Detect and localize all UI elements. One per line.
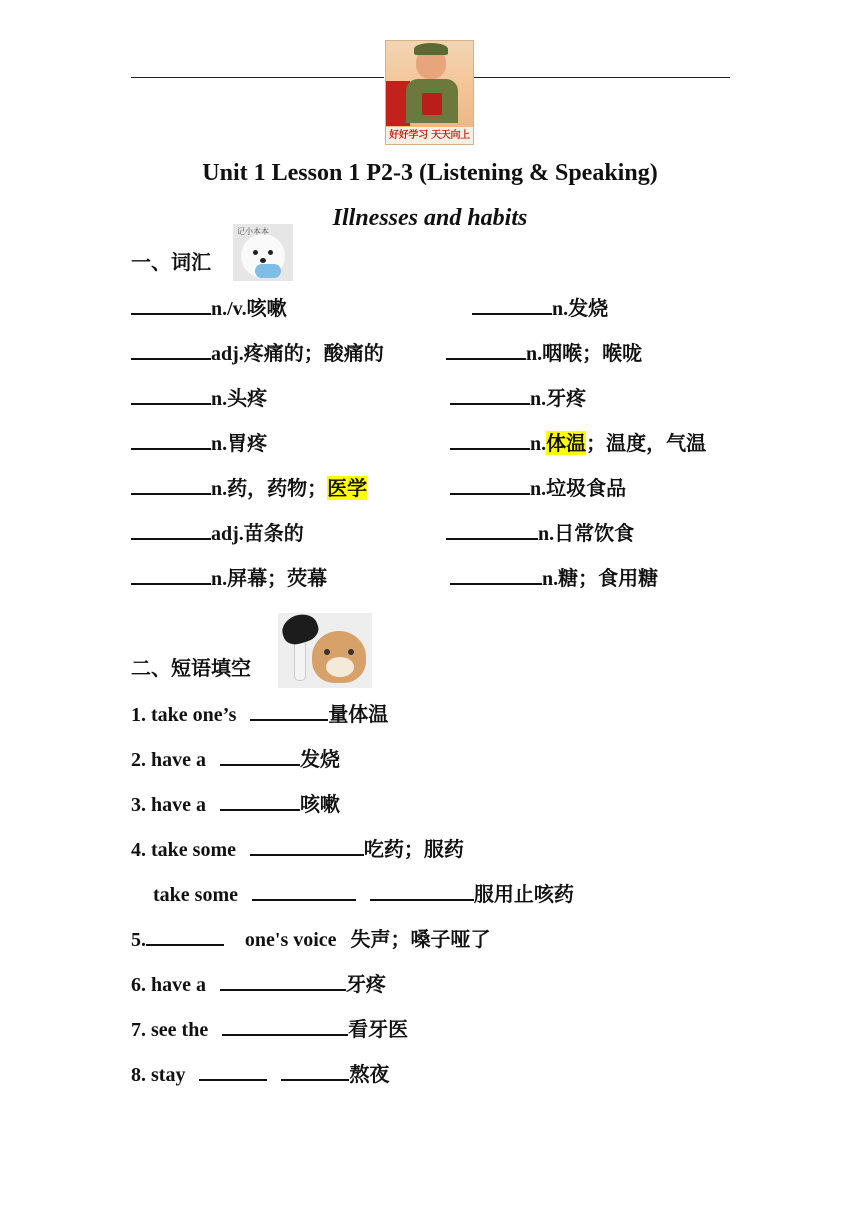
answer-blank[interactable]	[131, 518, 211, 540]
cat-eye-left	[324, 649, 330, 655]
answer-blank[interactable]	[222, 1014, 348, 1036]
phrase-meaning: 咳嗽	[299, 792, 340, 816]
answer-blank[interactable]	[281, 1059, 349, 1081]
phrase-prefix: take some	[153, 884, 238, 906]
vocab-item	[131, 518, 304, 548]
part-of-speech: n.	[538, 523, 555, 545]
answer-blank[interactable]	[131, 338, 211, 360]
answer-blank[interactable]	[131, 473, 211, 495]
vocab-item	[131, 563, 327, 593]
vocab-item	[131, 428, 267, 458]
meaning: 药，药物；	[227, 476, 328, 500]
meaning: ；温度，气温	[586, 431, 707, 455]
phrase-item	[131, 699, 388, 729]
answer-blank[interactable]	[250, 699, 328, 721]
vocab-item	[131, 293, 287, 323]
answer-blank[interactable]	[199, 1059, 267, 1081]
phrase-meaning: 熬夜	[349, 1062, 390, 1086]
dog-nose	[260, 258, 266, 263]
cat-muzzle	[326, 657, 354, 677]
meaning: 垃圾食品	[546, 476, 627, 500]
vocab-item	[450, 383, 586, 413]
phrase-prefix: 2. have a	[131, 749, 206, 771]
phrase-prefix: 7. see the	[131, 1019, 209, 1041]
meaning: 苗条的	[243, 521, 304, 545]
phrase-meaning: 发烧	[299, 747, 340, 771]
meaning: 屏幕；荧幕	[227, 566, 328, 590]
phrase-prefix: 6. have a	[131, 974, 206, 996]
meaning: 胃疼	[227, 431, 268, 455]
phrase-item	[131, 924, 490, 954]
meaning: 牙疼	[546, 386, 587, 410]
answer-blank[interactable]	[131, 428, 211, 450]
answer-blank[interactable]	[131, 383, 211, 405]
part-of-speech: n.	[211, 433, 228, 455]
phrase-prefix: 3. have a	[131, 794, 206, 816]
page-title: Unit 1 Lesson 1 P2-3 (Listening & Speaking)	[202, 160, 658, 186]
phrase-prefix: 4. take some	[131, 839, 236, 861]
phrase-prefix: 8. stay	[131, 1064, 186, 1086]
phrase-middle: one's voice	[244, 929, 337, 951]
cat-arm	[294, 639, 306, 681]
part-of-speech: n./v.	[211, 298, 247, 320]
answer-blank[interactable]	[450, 383, 530, 405]
answer-blank[interactable]	[220, 969, 346, 991]
phrase-prefix: 5.	[131, 929, 146, 951]
dog-eye-left	[253, 250, 258, 255]
vocab-item	[450, 563, 658, 593]
answer-blank[interactable]	[250, 834, 364, 856]
part-of-speech: n.	[530, 478, 547, 500]
phrase-meaning: 牙疼	[345, 972, 386, 996]
vocab-item	[472, 293, 608, 323]
part-of-speech: adj.	[211, 523, 244, 545]
sticker-tag: 记小本本	[237, 227, 269, 236]
part-of-speech: n.	[211, 568, 228, 590]
answer-blank[interactable]	[446, 518, 538, 540]
answer-blank[interactable]	[252, 879, 356, 901]
answer-blank[interactable]	[450, 428, 530, 450]
part-of-speech: adj.	[211, 343, 244, 365]
cat-eye-right	[348, 649, 354, 655]
meaning: 头疼	[227, 386, 268, 410]
phrase-item	[131, 789, 340, 819]
vocab-item	[446, 338, 642, 368]
study-poster-image	[385, 40, 474, 145]
part-of-speech: n.	[530, 433, 547, 455]
meaning: 咳嗽	[246, 296, 287, 320]
part-of-speech: n.	[542, 568, 559, 590]
meaning: 发烧	[568, 296, 609, 320]
answer-blank[interactable]	[370, 879, 474, 901]
answer-blank[interactable]	[450, 473, 530, 495]
meaning: 糖；食用糖	[558, 566, 659, 590]
poster-caption: 好好学习 天天向上	[386, 127, 473, 144]
phrase-meaning: 看牙医	[348, 1017, 409, 1041]
phrase-meaning: 失声；嗓子哑了	[350, 927, 491, 951]
phrase-prefix: 1. take one’s	[131, 704, 237, 726]
phrase-item	[131, 744, 340, 774]
phrase-meaning: 吃药；服药	[363, 837, 464, 861]
page-subtitle: Illnesses and habits	[332, 205, 528, 231]
part-of-speech: n.	[211, 478, 228, 500]
meaning: 日常饮食	[554, 521, 635, 545]
answer-blank[interactable]	[131, 293, 211, 315]
section-phrases-heading: 二、短语填空	[131, 656, 251, 680]
answer-blank[interactable]	[146, 924, 224, 946]
answer-blank[interactable]	[220, 744, 300, 766]
phrase-item	[131, 1014, 408, 1044]
answer-blank[interactable]	[472, 293, 552, 315]
part-of-speech: n.	[526, 343, 543, 365]
answer-blank[interactable]	[220, 789, 300, 811]
vocab-item	[131, 338, 384, 368]
highlighted-text: 体温	[546, 431, 587, 455]
meaning: 疼痛的；酸痛的	[243, 341, 384, 365]
phrase-meaning: 量体温	[328, 702, 389, 726]
vocab-item	[450, 428, 706, 458]
answer-blank[interactable]	[131, 563, 211, 585]
header-rule-right	[471, 77, 730, 78]
dog-sticker-image	[233, 224, 293, 281]
vocab-item	[131, 383, 267, 413]
part-of-speech: n.	[211, 388, 228, 410]
poster-figure-cap	[414, 43, 448, 55]
vocab-item	[131, 473, 367, 503]
red-book	[422, 93, 442, 115]
phrase-item	[153, 879, 574, 909]
part-of-speech: n.	[552, 298, 569, 320]
phrase-item	[131, 834, 464, 864]
dog-paw-pen	[255, 264, 281, 278]
dog-eye-right	[268, 250, 273, 255]
part-of-speech: n.	[530, 388, 547, 410]
highlighted-text: 医学	[327, 476, 368, 500]
section-vocabulary-heading: 一、词汇	[131, 250, 211, 274]
answer-blank[interactable]	[446, 338, 526, 360]
cat-sticker-image	[278, 613, 372, 688]
phrase-item	[131, 969, 386, 999]
vocab-item	[446, 518, 634, 548]
phrase-item	[131, 1059, 389, 1089]
meaning: 咽喉；喉咙	[542, 341, 643, 365]
answer-blank[interactable]	[450, 563, 542, 585]
phrase-meaning: 服用止咳药	[473, 882, 574, 906]
header-rule-left	[131, 77, 384, 78]
vocab-item	[450, 473, 626, 503]
